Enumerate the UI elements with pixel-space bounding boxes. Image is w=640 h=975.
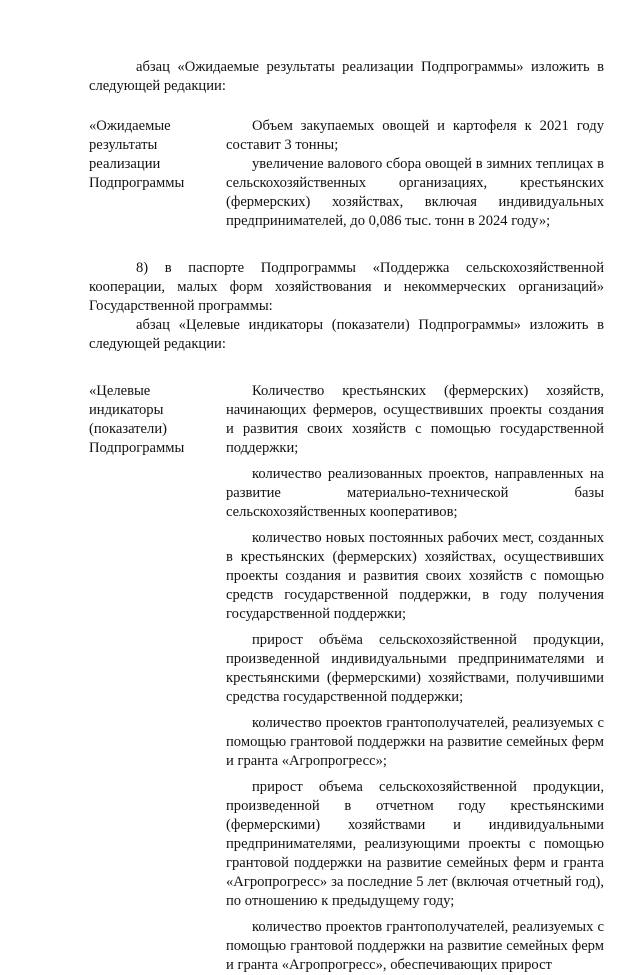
indicator-item: количество реализованных проектов, направленных на развитие материально-технической базы сельскохозяйственных кооперативов; [226,466,604,520]
target-indicators-block [89,382,604,975]
document-page [89,58,604,975]
indicator-item: количество проектов грантополучателей, реализуемых с помощью грантовой поддержки на развитие семейных ферм и гранта «Агропрогресс», обеспечивающих прирост [226,919,604,973]
label-line: Подпрограммы [89,175,185,191]
label-line: «Целевые [89,383,151,399]
paragraph-subprogram-passport: 8) в паспорте Подпрограммы «Поддержка сельскохозяйственной кооперации, малых форм хозяйствования и некоммерческих организаций» Государственной программы: [89,260,604,314]
expected-results-content [226,117,604,231]
indicator-item: прирост объема сельскохозяйственной продукции, произведенной в отчетном году крестьянскими (фермерскими) хозяйствами и индивидуальными предпринимателями, реализующими проекты с помощью грантовой поддержки на развитие семейных ферм и гранта «Агропрогресс» за последние 5 лет (включая отчетный год), по отношению к предыдущему году; [226,779,604,909]
paragraph-expected-results-intro: абзац «Ожидаемые результаты реализации Подпрограммы» изложить в следующей редакции: [89,59,604,94]
label-line: индикаторы [89,402,164,418]
indicator-item: Количество крестьянских (фермерских) хозяйств, начинающих фермеров, осуществивших проекты создания и развития своих хозяйств с помощью государственной поддержки; [226,383,604,456]
target-indicators-label [89,382,226,975]
content-item: увеличение валового сбора овощей в зимних теплицах в сельскохозяйственных организациях, крестьянских (фермерских) хозяйствах, включая индивидуальных предпринимателей, до 0,086 тыс. тонн в 2024 году»; [226,156,604,229]
expected-results-label [89,117,226,231]
indicator-item: количество новых постоянных рабочих мест, созданных в крестьянских (фермерских) хозяйствах, осуществивших проекты создания и развития своих хозяйств с помощью средств государственной поддержки, в году получения государственной поддержки; [226,530,604,622]
paragraph-target-indicators-intro: абзац «Целевые индикаторы (показатели) Подпрограммы» изложить в следующей редакции: [89,317,604,352]
target-indicators-content [226,382,604,975]
label-line: результаты [89,137,158,153]
label-line: (показатели) [89,421,167,437]
indicator-item: прирост объёма сельскохозяйственной продукции, произведенной индивидуальными предпринимателями и крестьянскими (фермерскими) хозяйствами, получившими средства государственной поддержки; [226,632,604,705]
label-line: реализации [89,156,161,172]
expected-results-block [89,117,604,231]
label-line: Подпрограммы [89,440,185,456]
indicator-item: количество проектов грантополучателей, реализуемых с помощью грантовой поддержки на развитие семейных ферм и гранта «Агропрогресс»; [226,715,604,769]
label-line: «Ожидаемые [89,118,171,134]
content-item: Объем закупаемых овощей и картофеля к 2021 году составит 3 тонны; [226,118,604,153]
